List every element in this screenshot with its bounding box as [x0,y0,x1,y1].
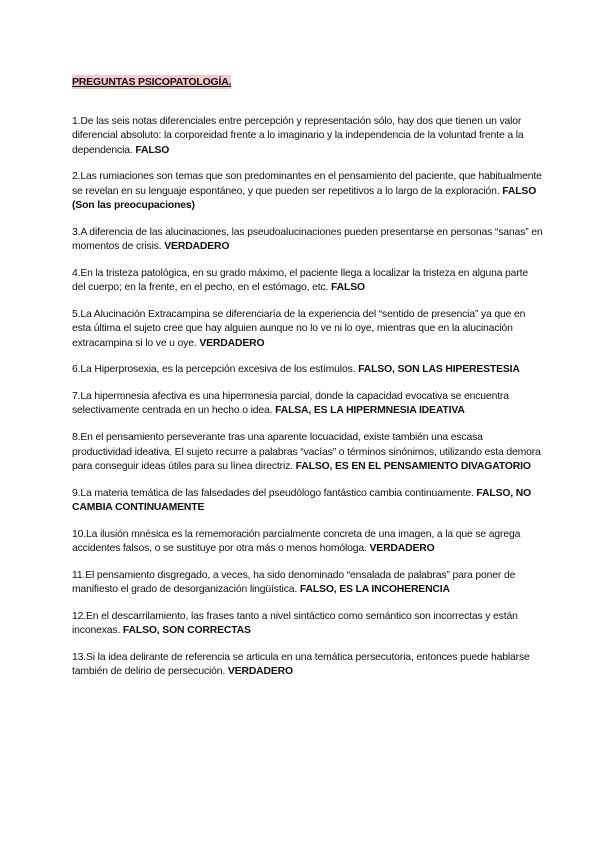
question-item [72,431,544,474]
question-item [72,528,544,557]
question-text: 12.En el descarrilamiento, las frases tanto a nivel sintáctico como semántico son incorrectas y están inconexas. [72,610,518,637]
document-title: PREGUNTAS PSICOPATOLOGÍA. [72,76,232,88]
document-page [72,72,544,692]
question-text: 10.La ilusión mnésica es la rememoración parcialmente concreta de una imagen, a la que se agrega accidentes falsos, o se sustituye por otra más o menos homóloga. [72,528,521,555]
question-text: 5.La Alucinación Extracampina se diferenciaría de la experiencia del “sentido de presencia” ya que en esta última el sujeto cree que hay alguien aunque no lo ve ni lo oye, mientras que en la alucinación extracampina si lo ve u oye. [72,308,526,349]
question-item [72,651,544,680]
question-item [72,610,544,639]
question-text: 2.Las rumiaciones son temas que son predominantes en el pensamiento del paciente, que habitualmente se revelan en su lenguaje espontáneo, y que pueden ser repetitivos a lo largo de la exploración. [72,171,542,197]
question-text: 11.El pensamiento disgregado, a veces, ha sido denominado “ensalada de palabras” para poner de manifiesto el grado de desorganización lingüística. [72,569,516,596]
question-answer: VERDADERO [164,241,230,253]
question-answer: FALSO, ES LA INCOHERENCIA [299,584,450,596]
question-text: 13.Si la idea delirante de referencia se articula en una temática persecutoria, entonces puede hablarse también de delirio de persecución. [72,652,530,678]
question-text: 6.La Hiperprosexia, es la percepción excesiva de los estímulos. [72,364,359,376]
question-text: 1.De las seis notas diferenciales entre percepción y representación sólo, hay dos que tienen un valor diferencial absoluto: la corporeidad frente a lo imaginario y la independencia de la voluntad frente a la dependencia. [72,116,524,156]
question-answer: FALSO, SON LAS HIPERESTESIA [358,364,520,376]
question-answer: VERDADERO [227,666,293,678]
question-text: 3.A diferencia de las alucinaciones, las pseudoalucinaciones pueden presentarse en personas “sanas” en momentos de crisis. [72,226,543,253]
question-item [72,226,544,255]
question-list [72,115,544,680]
question-answer: VERDADERO [199,337,265,349]
question-item [72,569,544,598]
question-text: 8.En el pensamiento perseverante tras una aparente locuacidad, existe también una escasa productividad ideativa. El sujeto recurre a palabras “vacías” o términos sinónimos, utilizando esta demora para conseguir ideas útiles para su línea directriz. [72,432,541,472]
question-answer: FALSO, SON CORRECTAS [122,625,251,637]
question-answer: FALSO, NO CAMBIA CONTINUAMENTE [72,487,532,513]
question-answer: FALSO [331,282,365,294]
question-item [72,487,544,516]
question-answer: VERDADERO [369,543,435,555]
question-answer: FALSO (Son las preocupaciones) [72,185,537,211]
question-text: 4.En la tristeza patológica, en su grado máximo, el paciente llega a localizar la tristeza en alguna parte del cuerpo; en la frente, en el pecho, en el estómago, etc. [72,267,528,294]
question-answer: FALSA, ES LA HIPERMNESIA IDEATIVA [275,405,465,417]
question-item [72,363,544,377]
question-answer: FALSO, ES EN EL PENSAMIENTO DIVAGATORIO [295,460,531,472]
question-text: 7.La hipermnesia afectiva es una hipermnesia parcial, donde la capacidad evocativa se encuentra selectivamente centrada en un hecho o idea. [72,391,509,417]
question-item [72,115,544,158]
question-item [72,390,544,419]
question-text: 9.La materia temática de las falsedades del pseudólogo fantástico cambia continuamente. [72,487,477,499]
question-answer: FALSO [135,144,170,156]
question-item [72,170,544,213]
question-item [72,308,544,351]
question-item [72,267,544,296]
